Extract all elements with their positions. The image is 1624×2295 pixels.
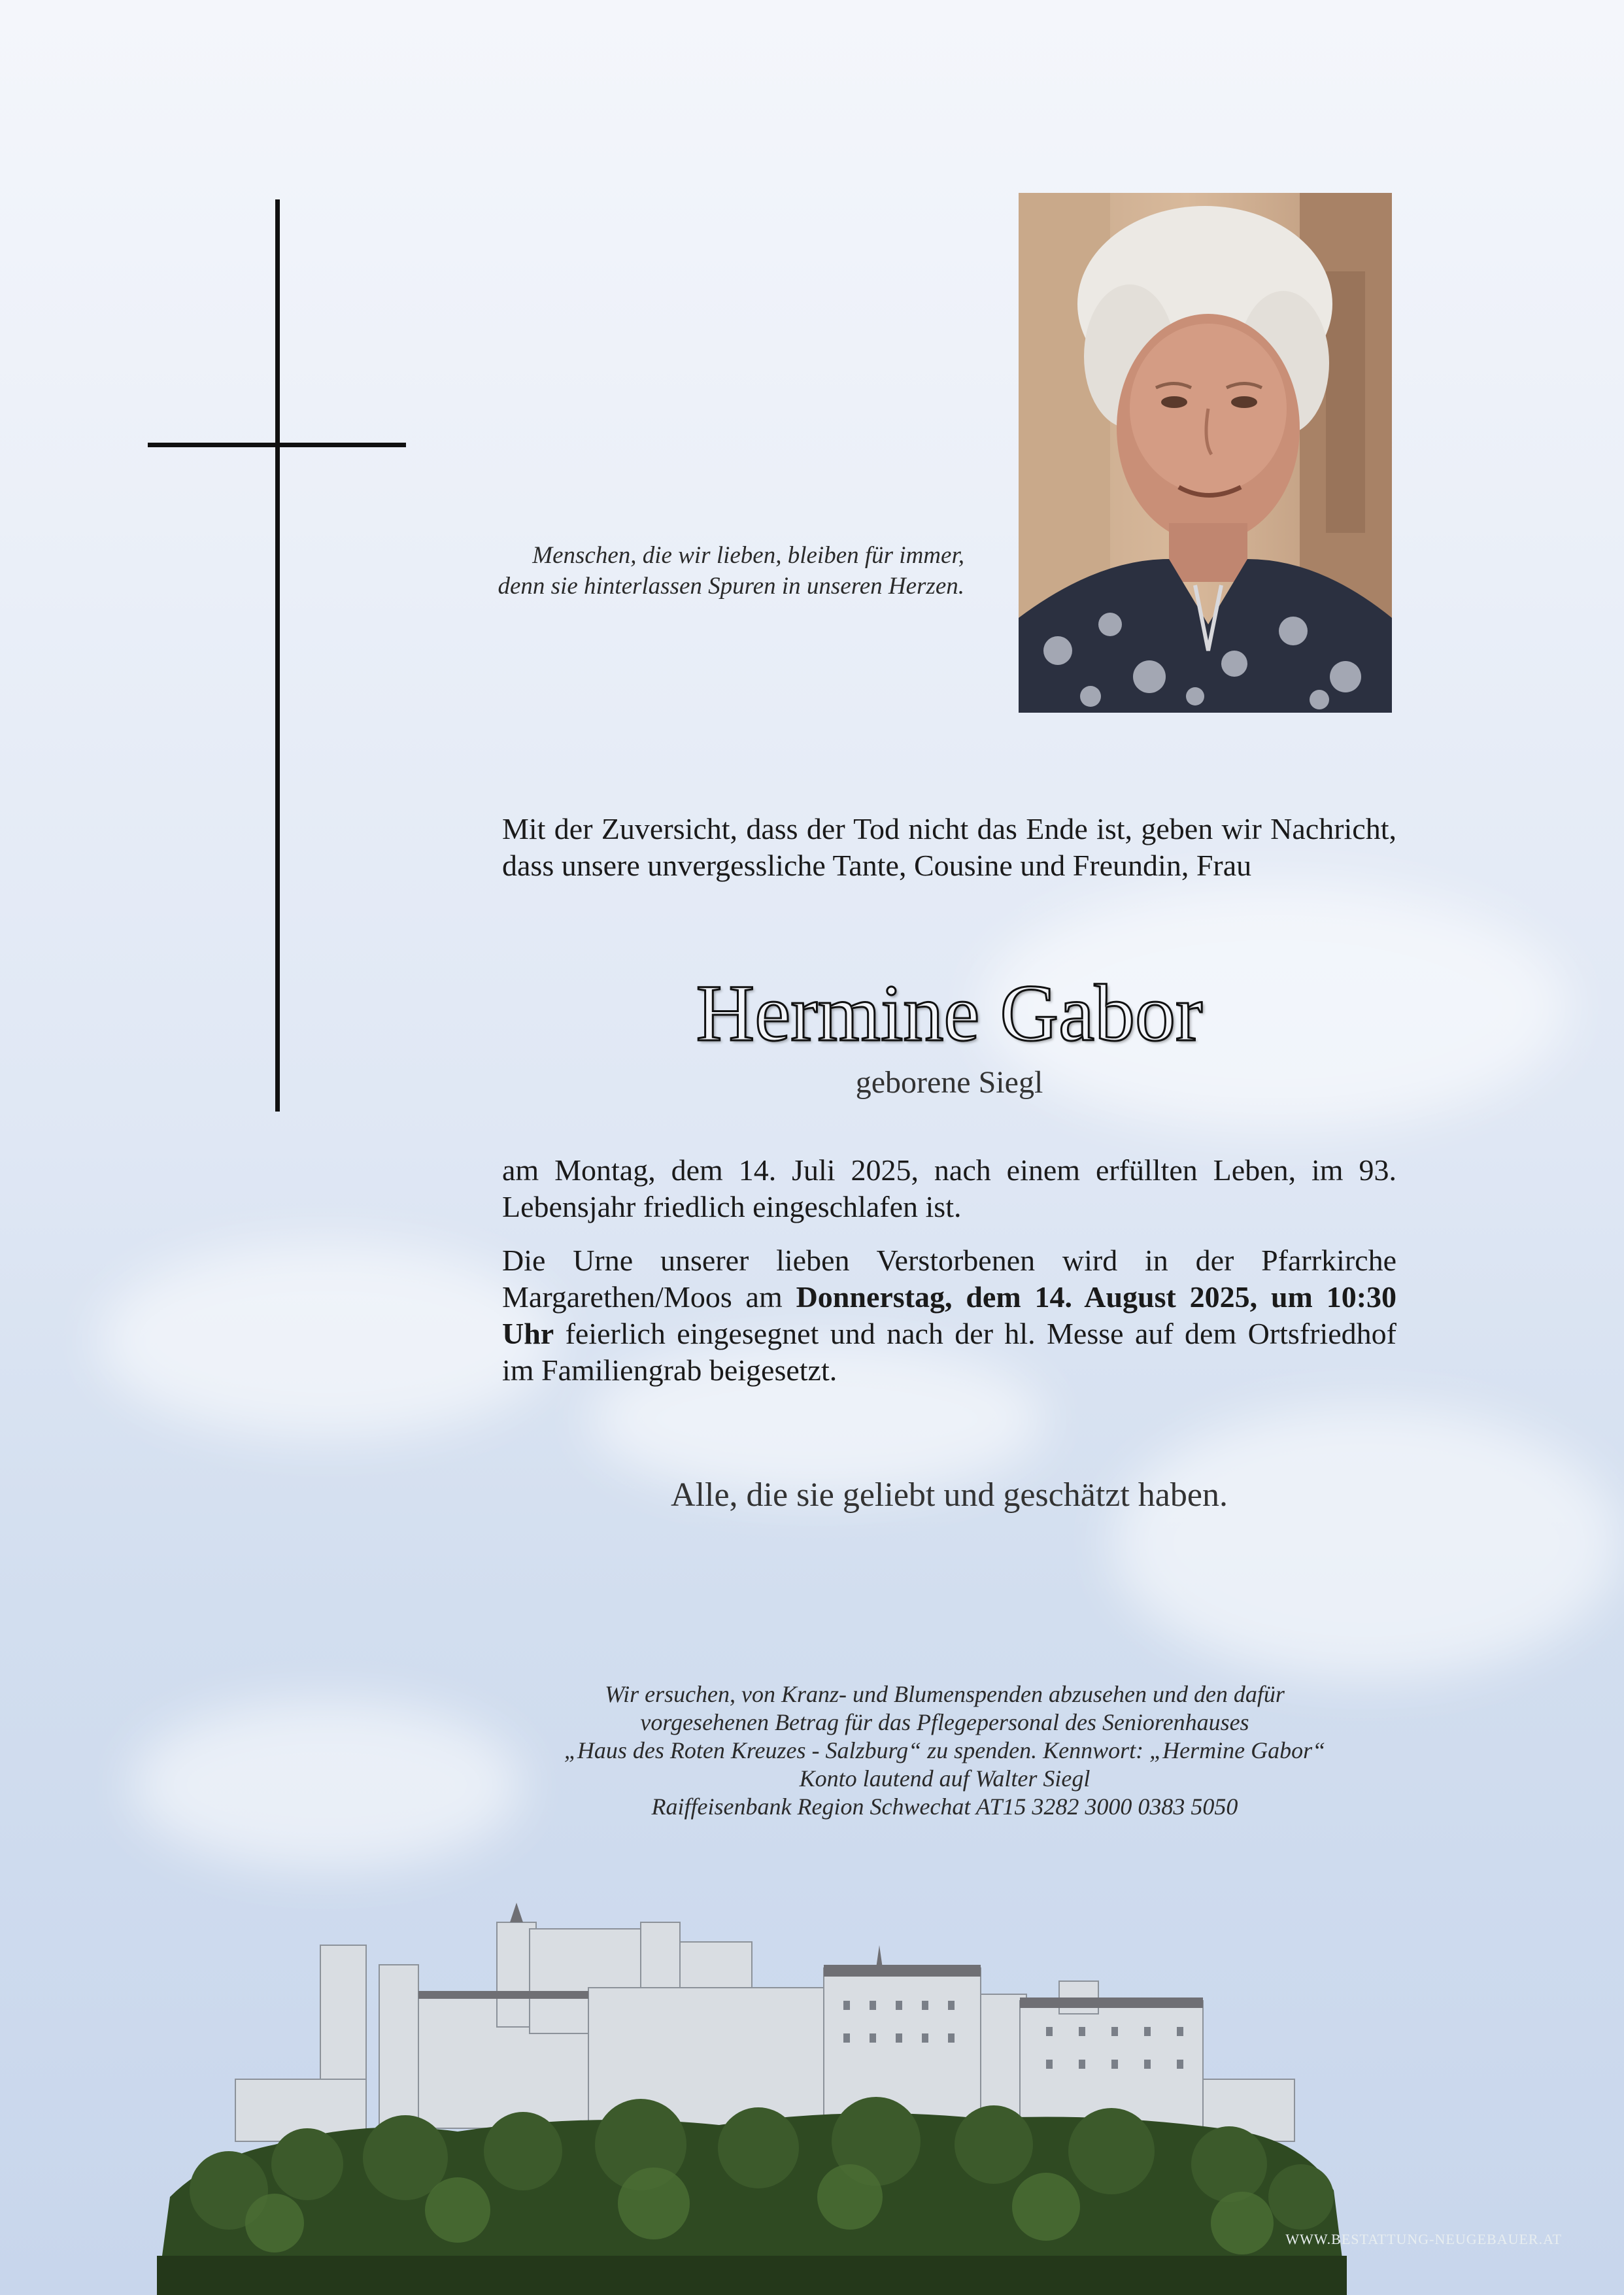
portrait-photo <box>1019 193 1392 713</box>
cross-vertical-bar <box>275 199 280 1112</box>
funeral-text-before: Die Urne unserer lieben Verstorbenen wird in der Pfarrkirche Margarethen/Moos am <box>502 1244 1396 1314</box>
cloud <box>98 1242 556 1438</box>
donation-line-3: „Haus des Roten Kreuzes - Salzburg“ zu spenden. Kennwort: „Hermine Gabor“ <box>564 1737 1326 1763</box>
quote-line-2: denn sie hinterlassen Spuren in unseren Herzen. <box>498 573 964 600</box>
donation-line-5: Raiffeisenbank Region Schwechat AT15 3282 3000 0383 5050 <box>651 1794 1238 1820</box>
cross-horizontal-bar <box>148 443 406 447</box>
funeral-paragraph <box>502 1242 1396 1389</box>
mourners-line: Alle, die sie geliebt und geschätzt haben. <box>671 1476 1228 1514</box>
cloud <box>1111 1406 1621 1680</box>
donation-line-2: vorgesehenen Betrag für das Pflegepersonal des Seniorenhauses <box>640 1709 1249 1735</box>
birth-name: geborene Siegl <box>855 1065 1043 1100</box>
memorial-quote <box>366 540 964 602</box>
funeral-date-time: Donnerstag, dem 14. August 2025, um 10:30 Uhr <box>502 1280 1397 1350</box>
donation-request <box>458 1680 1432 1821</box>
website-credit: WWW.BESTATTUNG-NEUGEBAUER.AT <box>1285 2231 1562 2247</box>
donation-line-1: Wir ersuchen, von Kranz- und Blumenspenden abzusehen und den dafür <box>605 1681 1285 1707</box>
funeral-text-after: feierlich eingesegnet und nach der hl. Messe auf dem Ortsfriedhof im Familiengrab beigesetzt. <box>502 1317 1396 1387</box>
intro-paragraph: Mit der Zuversicht, dass der Tod nicht das Ende ist, geben wir Nachricht, dass unsere unvergessliche Tante, Cousine und Freundin, Frau <box>502 812 1396 882</box>
deceased-name: Hermine Gabor <box>696 968 1203 1058</box>
death-notice: am Montag, dem 14. Juli 2025, nach einem erfüllten Leben, im 93. Lebensjahr friedlich eingeschlafen ist. <box>502 1153 1396 1223</box>
portrait-illustration <box>1019 193 1392 713</box>
quote-line-1: Menschen, die wir lieben, bleiben für immer, <box>532 542 964 569</box>
donation-line-4: Konto lautend auf Walter Siegl <box>799 1765 1091 1792</box>
